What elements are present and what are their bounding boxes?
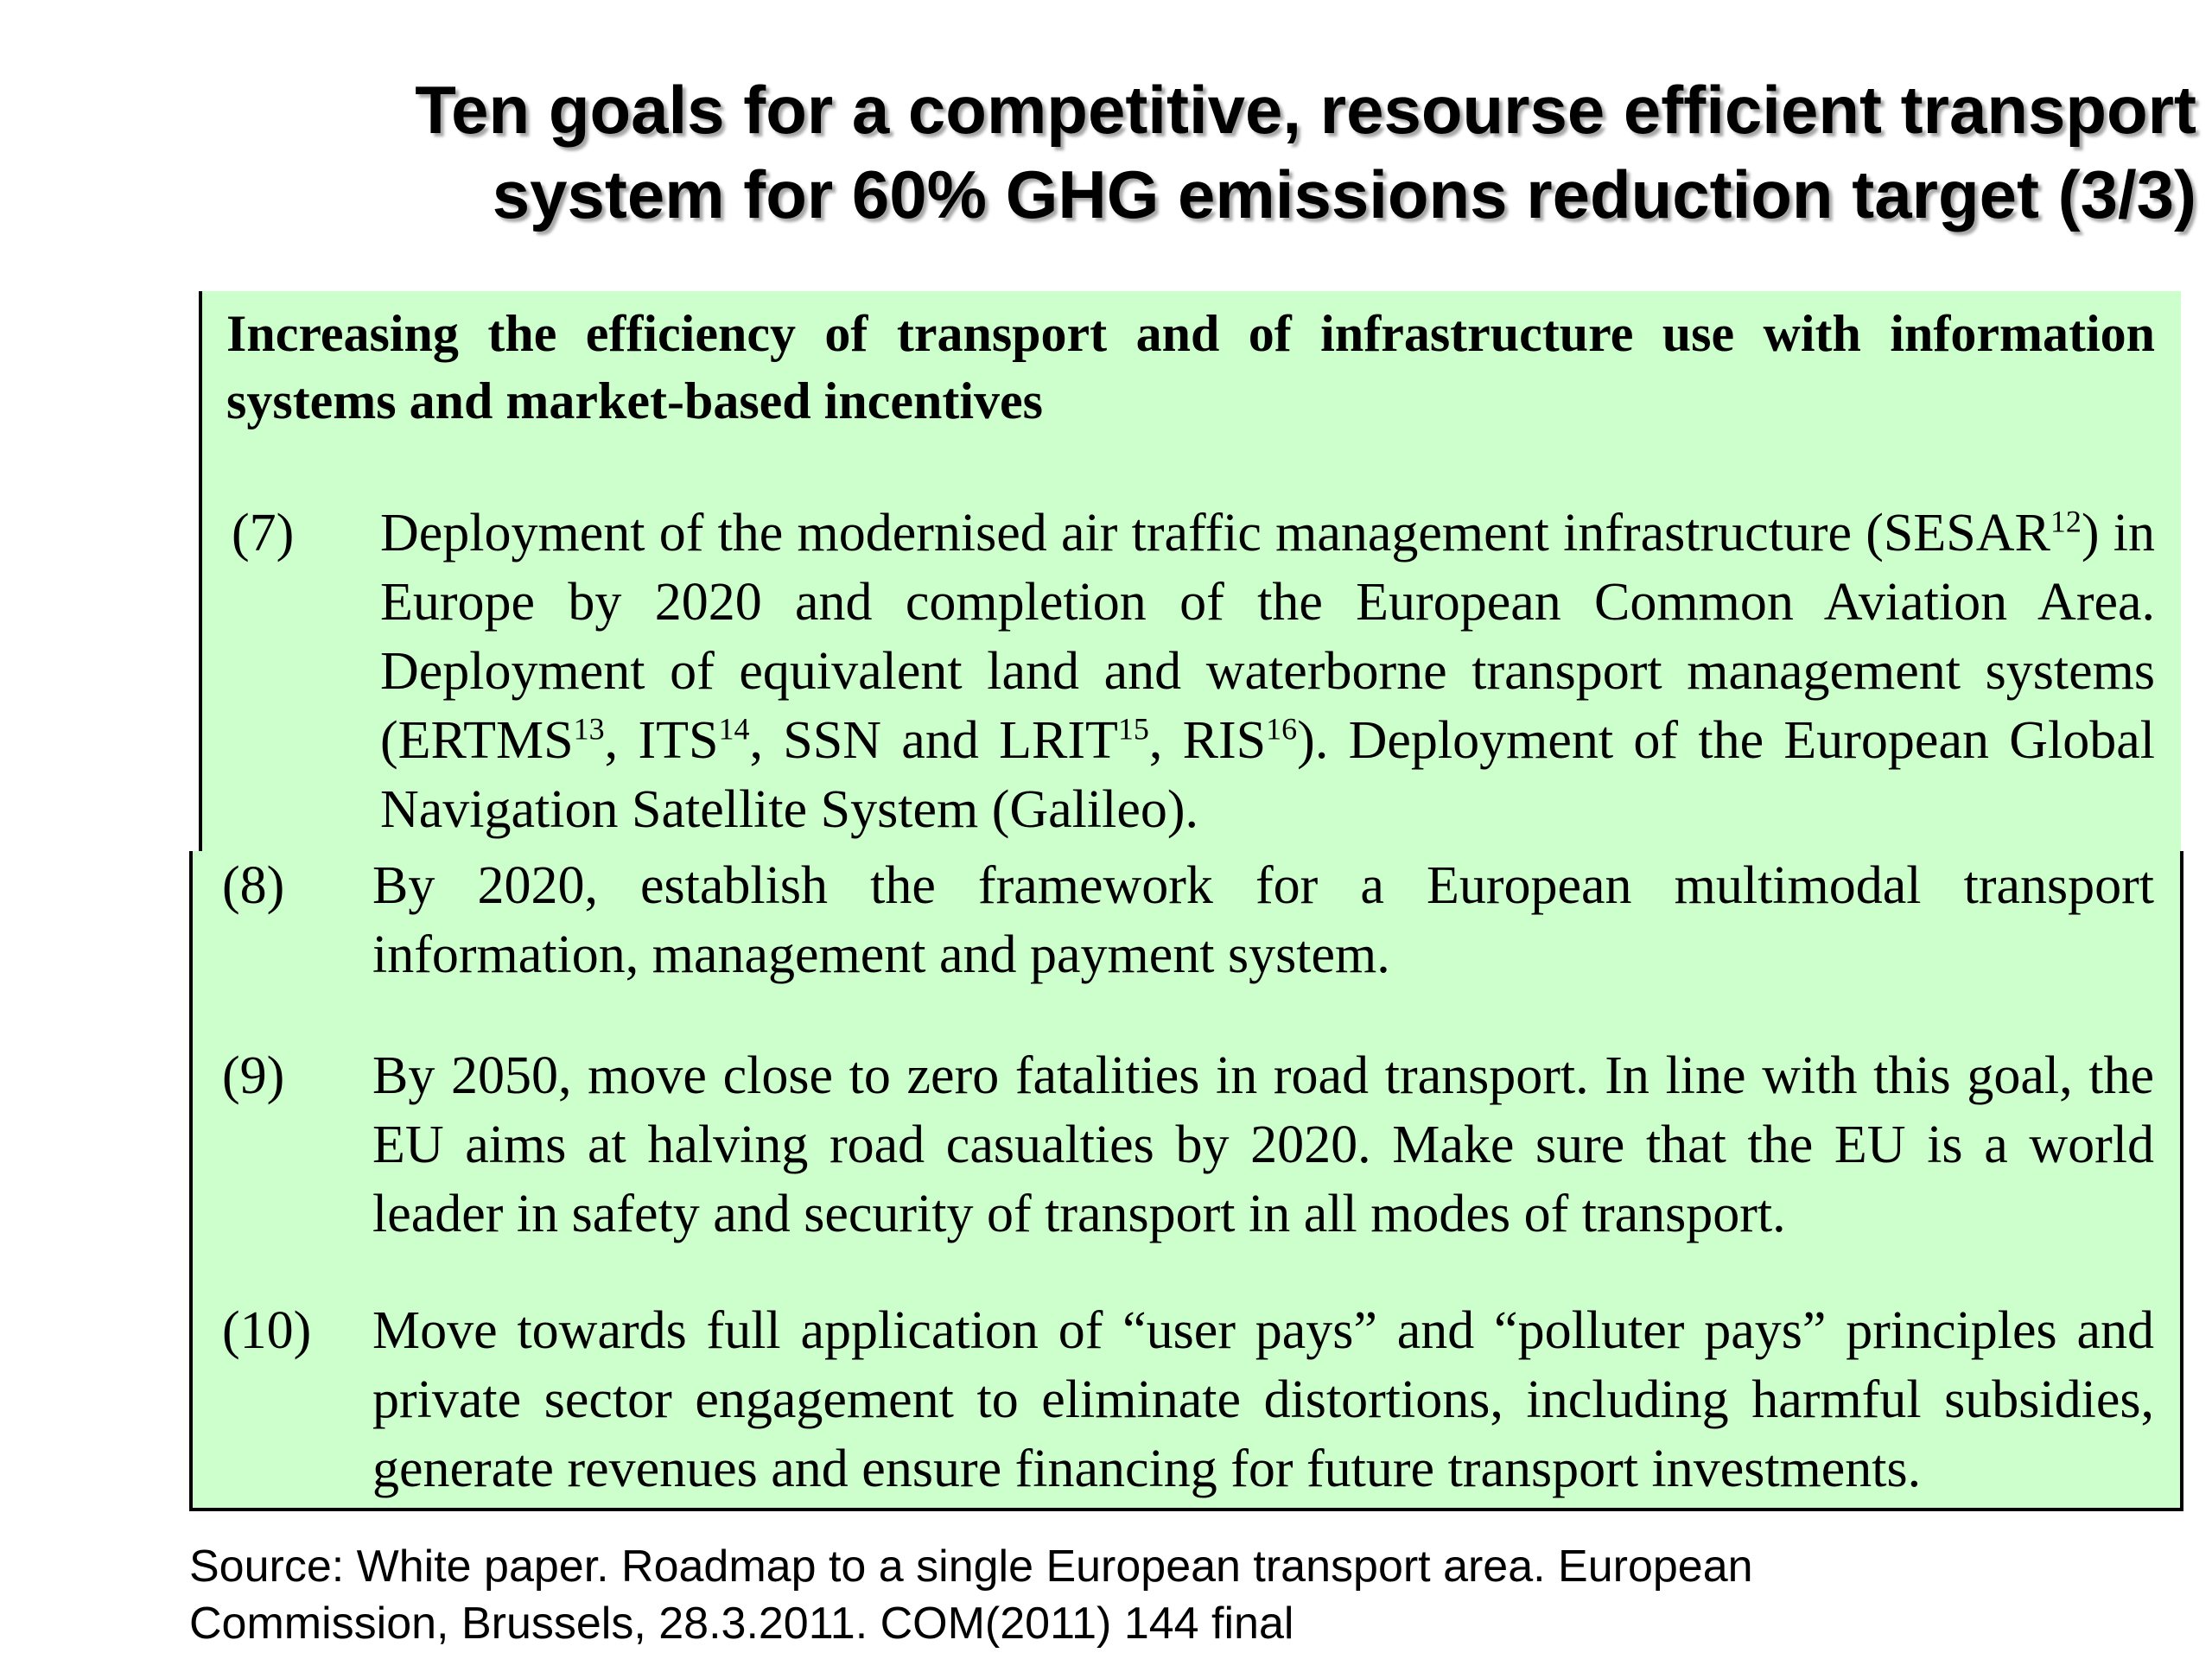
goal-7-text-part: ). Deployment of the European Global Navigation Satellite System (Galileo).	[380, 711, 2156, 839]
source-note	[189, 1538, 2159, 1652]
goal-7-text-part: Deployment of the modernised air traffic management infrastructure (SESAR	[380, 504, 2050, 563]
goals-box-top	[199, 291, 2181, 853]
goal-7-text-part: , RIS	[1148, 711, 1267, 770]
slide-title-line-2: system for 60% GHG emissions reduction target (3/3)	[492, 156, 2196, 232]
goal-7-text-part: , ITS	[604, 711, 719, 770]
goal-7-text-part: ) in Europe by 2020 and completion of the European Common Aviation Area. Deployment of equivalent land and waterborne transport management systems (ERTMS	[380, 504, 2155, 770]
goals-box-bottom	[189, 851, 2183, 1511]
goal-10-text: Move towards full application of “user pays” and “polluter pays” principles and private sector engagement to eliminate distortions, including harmful subsidies, generate revenues and ensure financing for future transport investments.	[372, 1301, 2154, 1498]
goal-7-number: (7)	[232, 504, 295, 563]
footnote-ref: 15	[1117, 711, 1149, 747]
goal-8-number: (8)	[222, 856, 285, 915]
slide-title	[123, 67, 2196, 237]
box-heading: Increasing the efficiency of transport and of infrastructure use with information systems and market-based incentives	[226, 305, 2155, 429]
goal-7-text-part: , SSN and LRIT	[749, 711, 1118, 770]
goal-10-number: (10)	[222, 1301, 312, 1360]
footnote-ref: 16	[1266, 711, 1298, 747]
footnote-ref: 12	[2050, 504, 2082, 539]
source-line-2: Commission, Brussels, 28.3.2011. COM(2011) 144 final	[189, 1599, 1294, 1649]
goal-9-text: By 2050, move close to zero fatalities in road transport. In line with this goal, the EU aims at halving road casualties by 2020. Make sure that the EU is a world leader in safety and security of transport in all modes of transport.	[372, 1046, 2154, 1243]
footnote-ref: 14	[718, 711, 750, 747]
slide-title-line-1: Ten goals for a competitive, resourse efficient transport	[415, 72, 2196, 148]
goal-8-text: By 2020, establish the framework for a European multimodal transport information, management and payment system.	[372, 856, 2154, 984]
goal-7-text	[380, 499, 2155, 844]
source-line-1: Source: White paper. Roadmap to a single European transport area. European	[189, 1541, 1753, 1592]
goal-9-number: (9)	[222, 1046, 285, 1105]
footnote-ref: 13	[573, 711, 605, 747]
